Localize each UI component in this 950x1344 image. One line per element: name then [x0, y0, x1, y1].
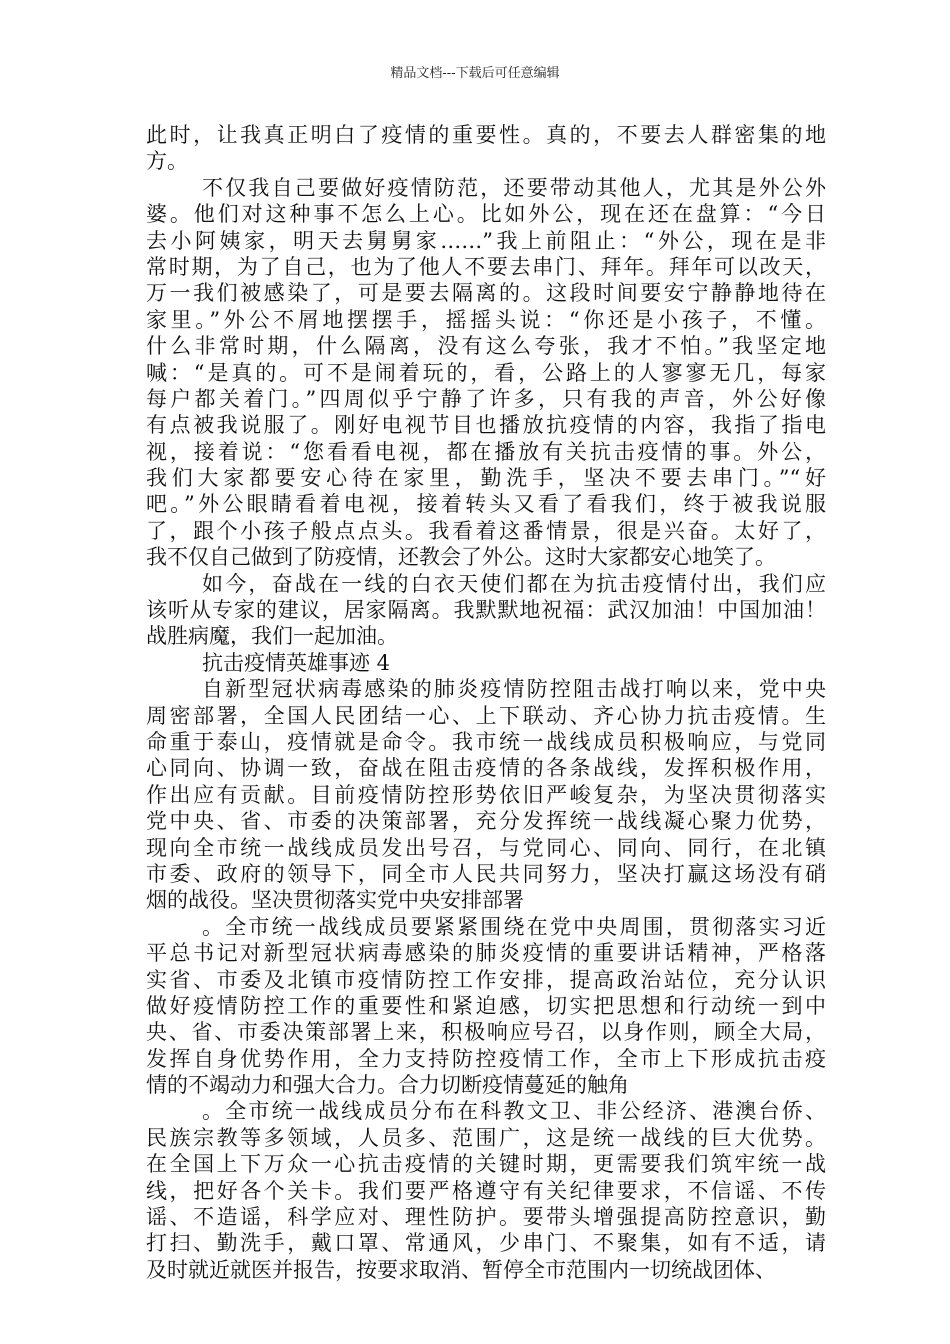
text-line: 作出应有贡献。目前疫情防控形势依旧严峻复杂，为坚决贯彻落实 — [146, 782, 826, 807]
paragraph — [146, 122, 826, 175]
text-line: 常时期，为了自己，也为了他人不要去串门、拜年。拜年可以改天， — [146, 254, 826, 279]
text-line: 我不仅自己做到了防疫情，还教会了外公。这时大家都安心地笑了。 — [146, 545, 776, 570]
text-line: 周密部署，全国人民团结一心、上下联动、齐心协力抗击疫情。生 — [146, 703, 826, 728]
text-line: 什么非常时期，什么隔离，没有这么夸张，我才不怕。”我坚定地 — [146, 334, 826, 359]
text-line: 吧。”外公眼睛看着电视，接着转头又看了看我们，终于被我说服 — [146, 492, 826, 517]
text-line: 实省、市委及北镇市疫情防控工作安排，提高政治站位，充分认识 — [146, 967, 826, 992]
text-line: 该听从专家的建议，居家隔离。我默默地祝福：武汉加油！中国加油！ — [146, 598, 826, 623]
text-line: 及时就近就医并报告，按要求取消、暂停全市范围内一切统战团体、 — [146, 1257, 776, 1282]
text-line: 如今，奋战在一线的白衣天使们都在为抗击疫情付出，我们应 — [202, 571, 826, 596]
text-line: 发挥自身优势作用，全力支持防控疫情工作，全市上下形成抗击疫 — [146, 1046, 826, 1071]
text-line: 我们大家都要安心待在家里，勤洗手，坚决不要去串门。”“好 — [146, 466, 826, 491]
text-line: 此时，让我真正明白了疫情的重要性。真的，不要去人群密集的地 — [146, 123, 826, 147]
text-line: 婆。他们对这种事不怎么上心。比如外公，现在还在盘算：“今日 — [146, 202, 826, 227]
paragraph — [146, 175, 826, 571]
paragraph — [146, 1098, 826, 1283]
text-line: 去小阿姨家，明天去舅舅家……”我上前阻止：“外公，现在是非 — [146, 228, 826, 253]
text-line: 央、省、市委决策部署上来，积极响应号召，以身作则，顾全大局， — [146, 1020, 826, 1045]
paragraph — [146, 571, 826, 650]
text-line: 自新型冠状病毒感染的肺炎疫情防控阻击战打响以来，党中央 — [202, 677, 826, 702]
text-line: 党中央、省、市委的决策部署，充分发挥统一战线凝心聚力优势， — [146, 809, 826, 834]
text-line: 家里。”外公不屑地摆摆手，摇摇头说：“你还是小孩子，不懂。 — [146, 307, 826, 332]
text-line: 喊：“是真的。可不是闹着玩的，看，公路上的人寥寥无几，每家 — [146, 360, 826, 385]
text-line: 打扫、勤洗手，戴口罩、常通风，少串门、不聚集，如有不适，请 — [146, 1231, 826, 1256]
text-line: 了，跟个小孩子般点点头。我看着这番情景，很是兴奋。太好了， — [146, 518, 826, 543]
text-line: 做好疫情防控工作的重要性和紧迫感，切实把思想和行动统一到中 — [146, 993, 826, 1018]
text-line: 烟的战役。坚决贯彻落实党中央安排部署 — [146, 888, 524, 913]
text-line: 民族宗教等多领域，人员多、范围广，这是统一战线的巨大优势。 — [146, 1125, 826, 1150]
page-header: 精品文档---下载后可任意编辑 — [390, 66, 560, 81]
text-line: 现向全市统一战线成员发出号召，与党同心、同向、同行，在北镇 — [146, 835, 826, 860]
text-line: 万一我们被感染了，可是要去隔离的。这段时间要安宁静静地待在 — [146, 281, 826, 306]
document-body — [146, 122, 826, 1283]
text-line: 。全市统一战线成员要紧紧围绕在党中央周围，贯彻落实习近 — [202, 914, 826, 939]
text-line: 情的不竭动力和强大合力。合力切断疫情蔓延的触角 — [146, 1073, 629, 1098]
text-line: 视，接着说：“您看看电视，都在播放有关抗击疫情的事。外公， — [146, 439, 826, 464]
text-line: 谣、不造谣，科学应对、理性防护。要带头增强提高防控意识，勤 — [146, 1205, 826, 1230]
text-line: 。全市统一战线成员分布在科教文卫、非公经济、港澳台侨、 — [202, 1099, 826, 1124]
section-heading — [146, 650, 826, 676]
text-line: 命重于泰山，疫情就是命令。我市统一战线成员积极响应，与党同 — [146, 729, 826, 754]
text-line: 战胜病魔，我们一起加油。 — [146, 624, 398, 649]
text-line: 平总书记对新型冠状病毒感染的肺炎疫情的重要讲话精神，严格落 — [146, 941, 826, 966]
text-line: 每户都关着门。”四周似乎宁静了许多，只有我的声音，外公好像 — [146, 386, 826, 411]
text-line: 不仅我自己要做好疫情防范，还要带动其他人，尤其是外公外 — [202, 175, 826, 200]
text-line: 线，把好各个关卡。我们要严格遵守有关纪律要求，不信谣、不传 — [146, 1178, 826, 1203]
text-line: 有点被我说服了。刚好电视节目也播放抗疫情的内容，我指了指电 — [146, 413, 826, 438]
text-line: 心同向、协调一致，奋战在阻击疫情的各条战线，发挥积极作用， — [146, 756, 826, 781]
text-line: 方。 — [146, 149, 188, 174]
paragraph — [146, 914, 826, 1099]
text-line: 市委、政府的领导下，同全市人民共同努力，坚决打赢这场没有硝 — [146, 861, 826, 886]
text-line: 抗击疫情英雄事迹 4 — [202, 650, 391, 675]
paragraph — [146, 676, 826, 914]
text-line: 在全国上下万众一心抗击疫情的关键时期，更需要我们筑牢统一战 — [146, 1152, 826, 1177]
